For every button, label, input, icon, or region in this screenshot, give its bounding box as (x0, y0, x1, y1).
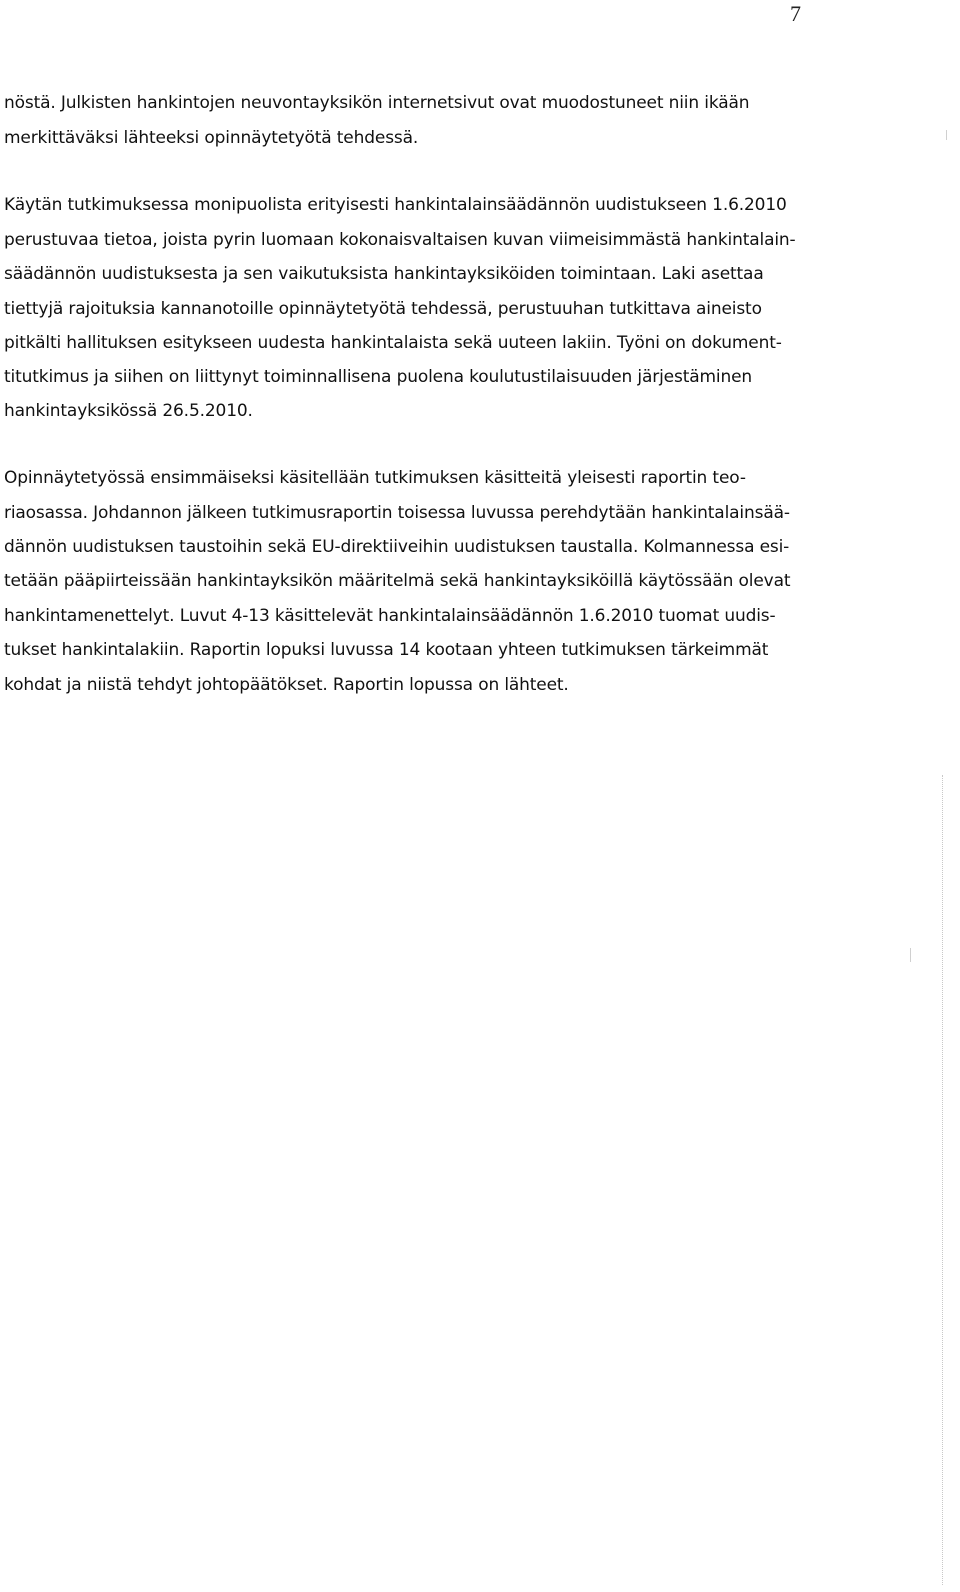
text-line: nöstä. Julkisten hankintojen neuvontayksikön internetsivut ovat muodostuneet niin ikään (4, 93, 750, 113)
text-line: tiettyjä rajoituksia kannanotoille opinnäytetyötä tehdessä, perustuuhan tutkittava aineisto (4, 299, 762, 319)
text-line: hankintayksikössä 26.5.2010. (4, 401, 253, 421)
text-line: pitkälti hallituksen esitykseen uudesta hankintalaista sekä uuteen lakiin. Työni on dokument- (4, 333, 782, 353)
text-line: riaosassa. Johdannon jälkeen tutkimusraportin toisessa luvussa perehdytään hankintalainsää- (4, 503, 790, 523)
text-line: Opinnäytetyössä ensimmäiseksi käsitellään tutkimuksen käsitteitä yleisesti raportin teo- (4, 468, 746, 488)
scan-speck (910, 948, 911, 962)
text-line: tukset hankintalakiin. Raportin lopuksi luvussa 14 kootaan yhteen tutkimuksen tärkeimmät (4, 640, 769, 660)
page-number: 7 (790, 1, 801, 26)
text-line: merkittäväksi lähteeksi opinnäytetyötä tehdessä. (4, 128, 419, 148)
scan-edge-artifact (942, 775, 945, 1585)
scan-speck (946, 130, 947, 140)
text-line: titutkimus ja siihen on liittynyt toiminnallisena puolena koulutustilaisuuden järjestäminen (4, 367, 753, 387)
text-line: tetään pääpiirteissään hankintayksikön määritelmä sekä hankintayksiköillä käytössään olevat (4, 571, 791, 591)
text-line: kohdat ja niistä tehdyt johtopäätökset. Raportin lopussa on lähteet. (4, 675, 569, 695)
text-line: perustuvaa tietoa, joista pyrin luomaan kokonaisvaltaisen kuvan viimeisimmästä hankintalain- (4, 230, 796, 250)
text-line: hankintamenettelyt. Luvut 4-13 käsittelevät hankintalainsäädännön 1.6.2010 tuomat uudis- (4, 606, 776, 626)
text-line: dännön uudistuksen taustoihin sekä EU-direktiiveihin uudistuksen taustalla. Kolmannessa esi- (4, 537, 790, 557)
text-line: Käytän tutkimuksessa monipuolista erityisesti hankintalainsäädännön uudistukseen 1.6.2010 (4, 195, 787, 215)
text-line: säädännön uudistuksesta ja sen vaikutuksista hankintayksiköiden toimintaan. Laki asettaa (4, 264, 764, 284)
